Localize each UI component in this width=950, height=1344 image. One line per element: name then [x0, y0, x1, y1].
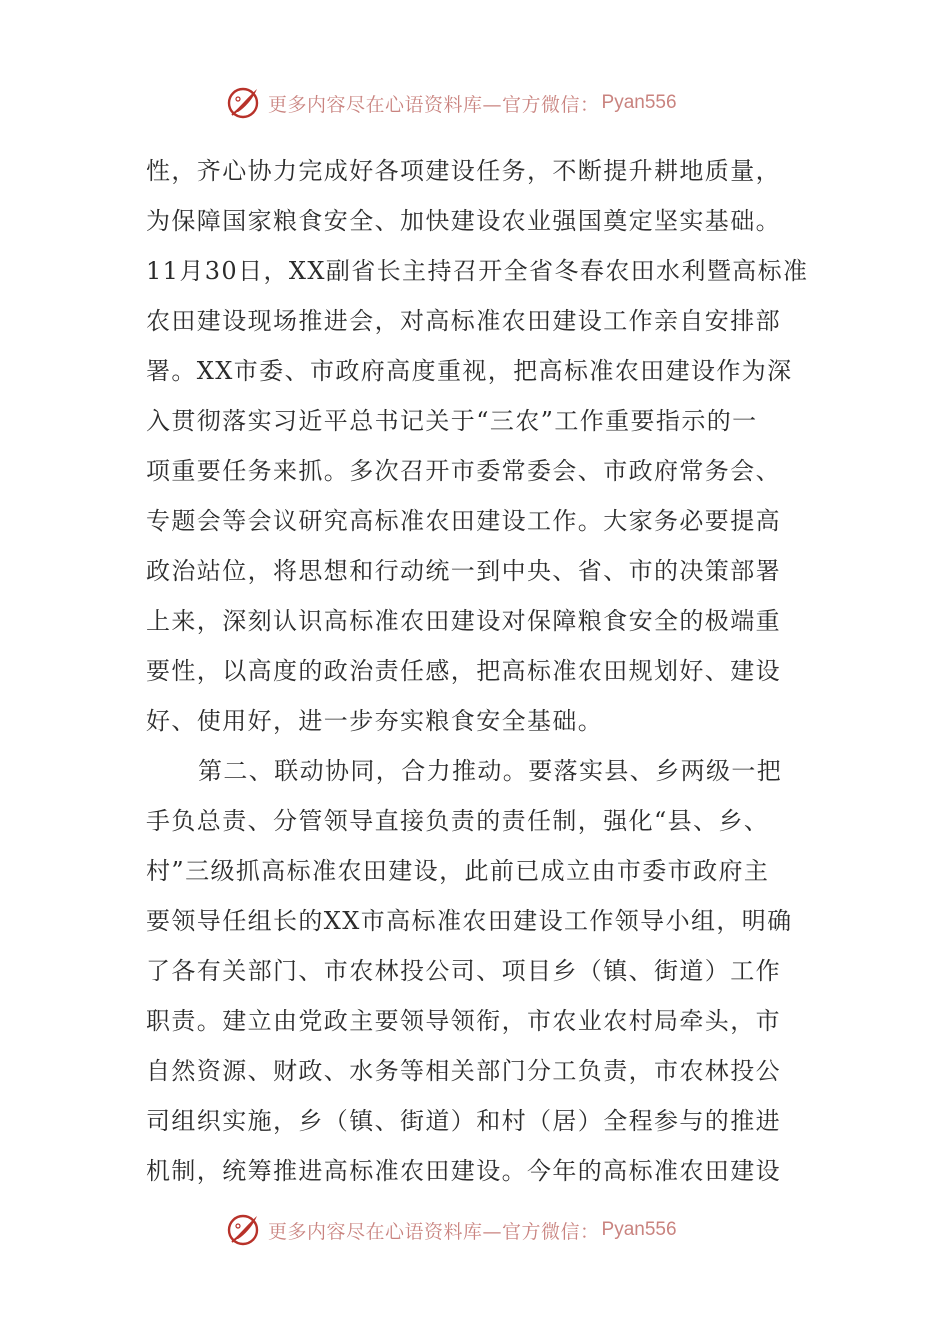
text-line-7: 项重要任务来抓。多次召开市委常委会、市政府常务会、	[146, 457, 781, 485]
text-line-19: 自然资源、财政、水务等相关部门分工负责，市农林投公	[146, 1057, 781, 1085]
text-line-1: 性，齐心协力完成好各项建设任务，不断提升耕地质量，	[146, 157, 781, 185]
text-line-4: 农田建设现场推进会，对高标准农田建设工作亲自安排部	[146, 307, 781, 335]
text-line-17: 了各有关部门、市农林投公司、项目乡（镇、街道）工作	[146, 957, 781, 985]
text-line-10: 上来，深刻认识高标准农田建设对保障粮食安全的极端重	[146, 607, 781, 635]
footer-watermark-banner	[226, 1210, 677, 1250]
text-line-5: 署。XX市委、市政府高度重视，把高标准农田建设作为深	[146, 357, 793, 385]
text-line-15: 村”三级抓高标准农田建设，此前已成立由市委市政府主	[146, 857, 770, 885]
paragraph-start-line: 第二、联动协同，合力推动。要落实县、乡两级一把	[198, 757, 783, 785]
text-line-18: 职责。建立由党政主要领导领衔，市农业农村局牵头，市	[146, 1007, 781, 1035]
text-line-9: 政治站位，将思想和行动统一到中央、省、市的决策部署	[146, 557, 781, 585]
text-line-16: 要领导任组长的XX市高标准农田建设工作领导小组，明确	[146, 907, 793, 935]
text-line-14: 手负总责、分管领导直接负责的责任制，强化“县、乡、	[146, 807, 770, 835]
text-line-12: 好、使用好，进一步夯实粮食安全基础。	[146, 707, 604, 735]
quill-logo-icon	[226, 1212, 262, 1248]
text-line-3: 11月30日，XX副省长主持召开全省冬春农田水利暨高标准	[146, 257, 809, 285]
header-watermark-banner	[226, 83, 677, 123]
document-body	[146, 146, 810, 1196]
header-wechat-id: Pyan556	[601, 92, 677, 113]
footer-banner-text: 更多内容尽在心语资料库—官方微信：	[268, 1220, 600, 1243]
text-line-21: 机制，统筹推进高标准农田建设。今年的高标准农田建设	[146, 1157, 781, 1185]
text-line-8: 专题会等会议研究高标准农田建设工作。大家务必要提高	[146, 507, 781, 535]
quill-logo-icon	[226, 85, 262, 121]
header-banner-text: 更多内容尽在心语资料库—官方微信：	[268, 93, 600, 116]
footer-wechat-id: Pyan556	[601, 1219, 677, 1240]
text-line-6: 入贯彻落实习近平总书记关于“三农”工作重要指示的一	[146, 407, 758, 435]
text-line-20: 司组织实施，乡（镇、街道）和村（居）全程参与的推进	[146, 1107, 781, 1135]
text-line-11: 要性，以高度的政治责任感，把高标准农田规划好、建设	[146, 657, 781, 685]
text-line-2: 为保障国家粮食安全、加快建设农业强国奠定坚实基础。	[146, 207, 781, 235]
